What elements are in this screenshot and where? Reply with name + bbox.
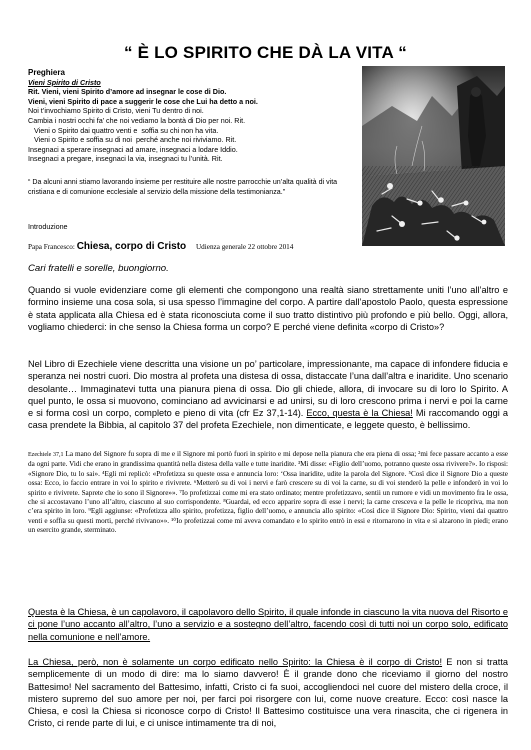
valley-of-dry-bones-engraving xyxy=(362,66,505,246)
prayer-heading: Preghiera xyxy=(28,68,65,77)
paragraph-text: Mi raccomando oggi a casa prendete la Bibbia, al capitolo 37 del profeta Ezechiele, non dimenticate, e leggete questo, è bellissimo. xyxy=(28,408,508,431)
paragraph-ezechiele xyxy=(28,358,508,432)
scripture-reference: Ezechiele 37,1 xyxy=(28,452,64,458)
catechesis-header xyxy=(28,241,293,252)
paragraph-capolavoro: Questa è la Chiesa, è un capolavoro, il capolavoro dello Spirito, il quale infonde in ciascuno la vita nuova del Risorto e ci pone l’uno accanto all’altro, l’uno a servizio e a sostegno dell’altro, facendo così di tutti noi un corpo solo, edificato nella comunione e nell’amore. xyxy=(28,607,508,642)
page-title: “ È LO SPIRITO CHE DÀ LA VITA “ xyxy=(124,43,407,62)
prayer-line: Insegnaci a sperare insegnaci ad amare, insegnaci a lodare Iddio. xyxy=(28,144,238,154)
catechesis-date: Udienza generale 22 ottobre 2014 xyxy=(195,243,294,251)
intro-label: Introduzione xyxy=(28,222,68,231)
scripture-passage xyxy=(28,450,508,536)
prayer-line: Cambia i nostri occhi fa’ che noi vediamo la bontà di Dio per noi. Rit. xyxy=(28,115,246,125)
underlined-statement: La Chiesa, però, non è solamente un corpo edificato nello Spirito: la Chiesa è il corpo di Cristo! xyxy=(28,657,443,667)
paragraph-corpo-di-cristo xyxy=(28,656,508,730)
prayer-line: Vieni o Spirito e soffia su di noi perché anche noi riviviamo. Rit. xyxy=(28,135,237,145)
prayer-subheading: Vieni Spirito di Cristo xyxy=(28,77,101,87)
greeting: Cari fratelli e sorelle, buongiorno. xyxy=(28,263,169,274)
paragraph-text: Nel Libro di Ezechiele viene descritta una visione un po’ particolare, impressionante, ma capace di infondere fiducia e speranza nei nostri cuori. Dio mostra al profeta una distesa di ossa, distaccate l’una dall’altra e inaridite. Uno scenario desolante… Immaginatevi tutta una pianura piena di ossa. Dio gli chiede, allora, di invocare su di loro lo Spirito. A quel punto, le ossa si muovono, cominciano ad avvicinarsi e ad unirsi, su di loro crescono prima i nervi e poi la carne e si forma così un corpo, completo e pieno di vita (cfr Ez 37,1-14). xyxy=(28,359,508,419)
prayer-line: Noi t’invochiamo Spirito di Cristo, vieni Tu dentro di noi. xyxy=(28,106,204,116)
underlined-exclamation: Ecco, questa è la Chiesa! xyxy=(306,408,413,419)
scripture-text: La mano del Signore fu sopra di me e il Signore mi portò fuori in spirito e mi depose nella pianura che era piena di ossa; ²mi fece passare accanto a esse da ogni parte. Vidi che erano in grandissima quantità nella distesa della valle e tutte inaridite. ³Mi disse: «Figlio dell’uomo, potranno queste ossa rivivere?». Io risposi: «Signore Dio, tu lo sai». ⁴Egli mi replicò: «Profetizza su queste ossa e annuncia loro: ‘Ossa inaridite, udite la parola del Signore. ⁵Così dice il Signore Dio a queste ossa: Ecco, io faccio entrare in voi lo spirito e rivivrete. ⁶Metterò su di voi i nervi e farò crescere su di voi la carne, su di voi stenderò la pelle e infonderò in voi lo spirito e rivivrete. Saprete che io sono il Signore»». ⁷Io profetizzai come mi era stato ordinato; mentre profetizzavo, sentii un rumore e vidi un movimento fra le ossa, che si accostavano l’uno all’altro, ciascuno al suo corrispondente. ⁸Guardai, ed ecco apparire sopra di esse i nervi; la carne cresceva e la pelle le ricopriva, ma non c’era spirito in loro. ⁹Egli aggiunse: «Profetizza allo spirito, profetizza, figlio dell’uomo, e annuncia allo spirito: «Così dice il Signore Dio: Spirito, vieni dai quattro venti e soffia su questi morti, perché rivivano»». ¹⁰Io profetizzai come mi aveva comandato e lo spirito entrò in essi e ritornarono in vita e si alzarono in piedi; erano un esercito grande, sterminato. xyxy=(28,450,508,535)
mission-quote: “ Da alcuni anni stiamo lavorando insieme per restituire alle nostre parrocchie un’alta qualità di vita cristiana e di comunione ecclesiale al servizio della missione della testimonianza.” xyxy=(28,178,338,196)
catechesis-author: Papa Francesco: xyxy=(28,243,77,251)
catechesis-title: Chiesa, corpo di Cristo xyxy=(76,241,187,252)
prayer-line: Vieni o Spirito dai quattro venti e soffia su chi non ha vita. xyxy=(28,125,219,135)
paragraph-text: E non si tratta semplicemente di un modo di dire: ma lo siamo davvero! È il grande dono che riceviamo il giorno del nostro Battesimo! Nel sacramento del Battesimo, infatti, Cristo ci fa suoi, accogliendoci nel cuore del mistero della croce, il mistero supremo del suo amore per noi, per farci poi risorgere con lui, come nuove creature. Ecco: così nasce la Chiesa, e così la Chiesa si riconosce corpo di Cristo! Il Battesimo costituisce una vera rinascita, che ci rigenera in Cristo, ci rende parte di lui, e ci unisce intimamente tra di noi, xyxy=(28,657,508,729)
prayer-line: Rit. Vieni, vieni Spirito d’amore ad insegnar le cose di Dio. xyxy=(28,87,227,97)
paragraph-body-corpo: Quando si vuole evidenziare come gli elementi che compongono una realtà siano strettamente uniti l’uno all’altro e formino insieme una cosa sola, si usa spesso l’immagine del corpo. A partire dall’apostolo Paolo, questa espressione è stata applicata alla Chiesa ed è stata riconosciuta come il suo tratto distintivo più profondo e più bello. Oggi, allora, vogliamo chiederci: in che senso la Chiesa forma un corpo? E perché viene definita «corpo di Cristo»? xyxy=(28,285,508,332)
prayer-line: Vieni, vieni Spirito di pace a suggerir le cose che Lui ha detto a noi. xyxy=(28,96,258,106)
prayer-section xyxy=(28,68,358,164)
prayer-line: Insegnaci a pregare, insegnaci la via, insegnaci tu l’unità. Rit. xyxy=(28,154,223,164)
